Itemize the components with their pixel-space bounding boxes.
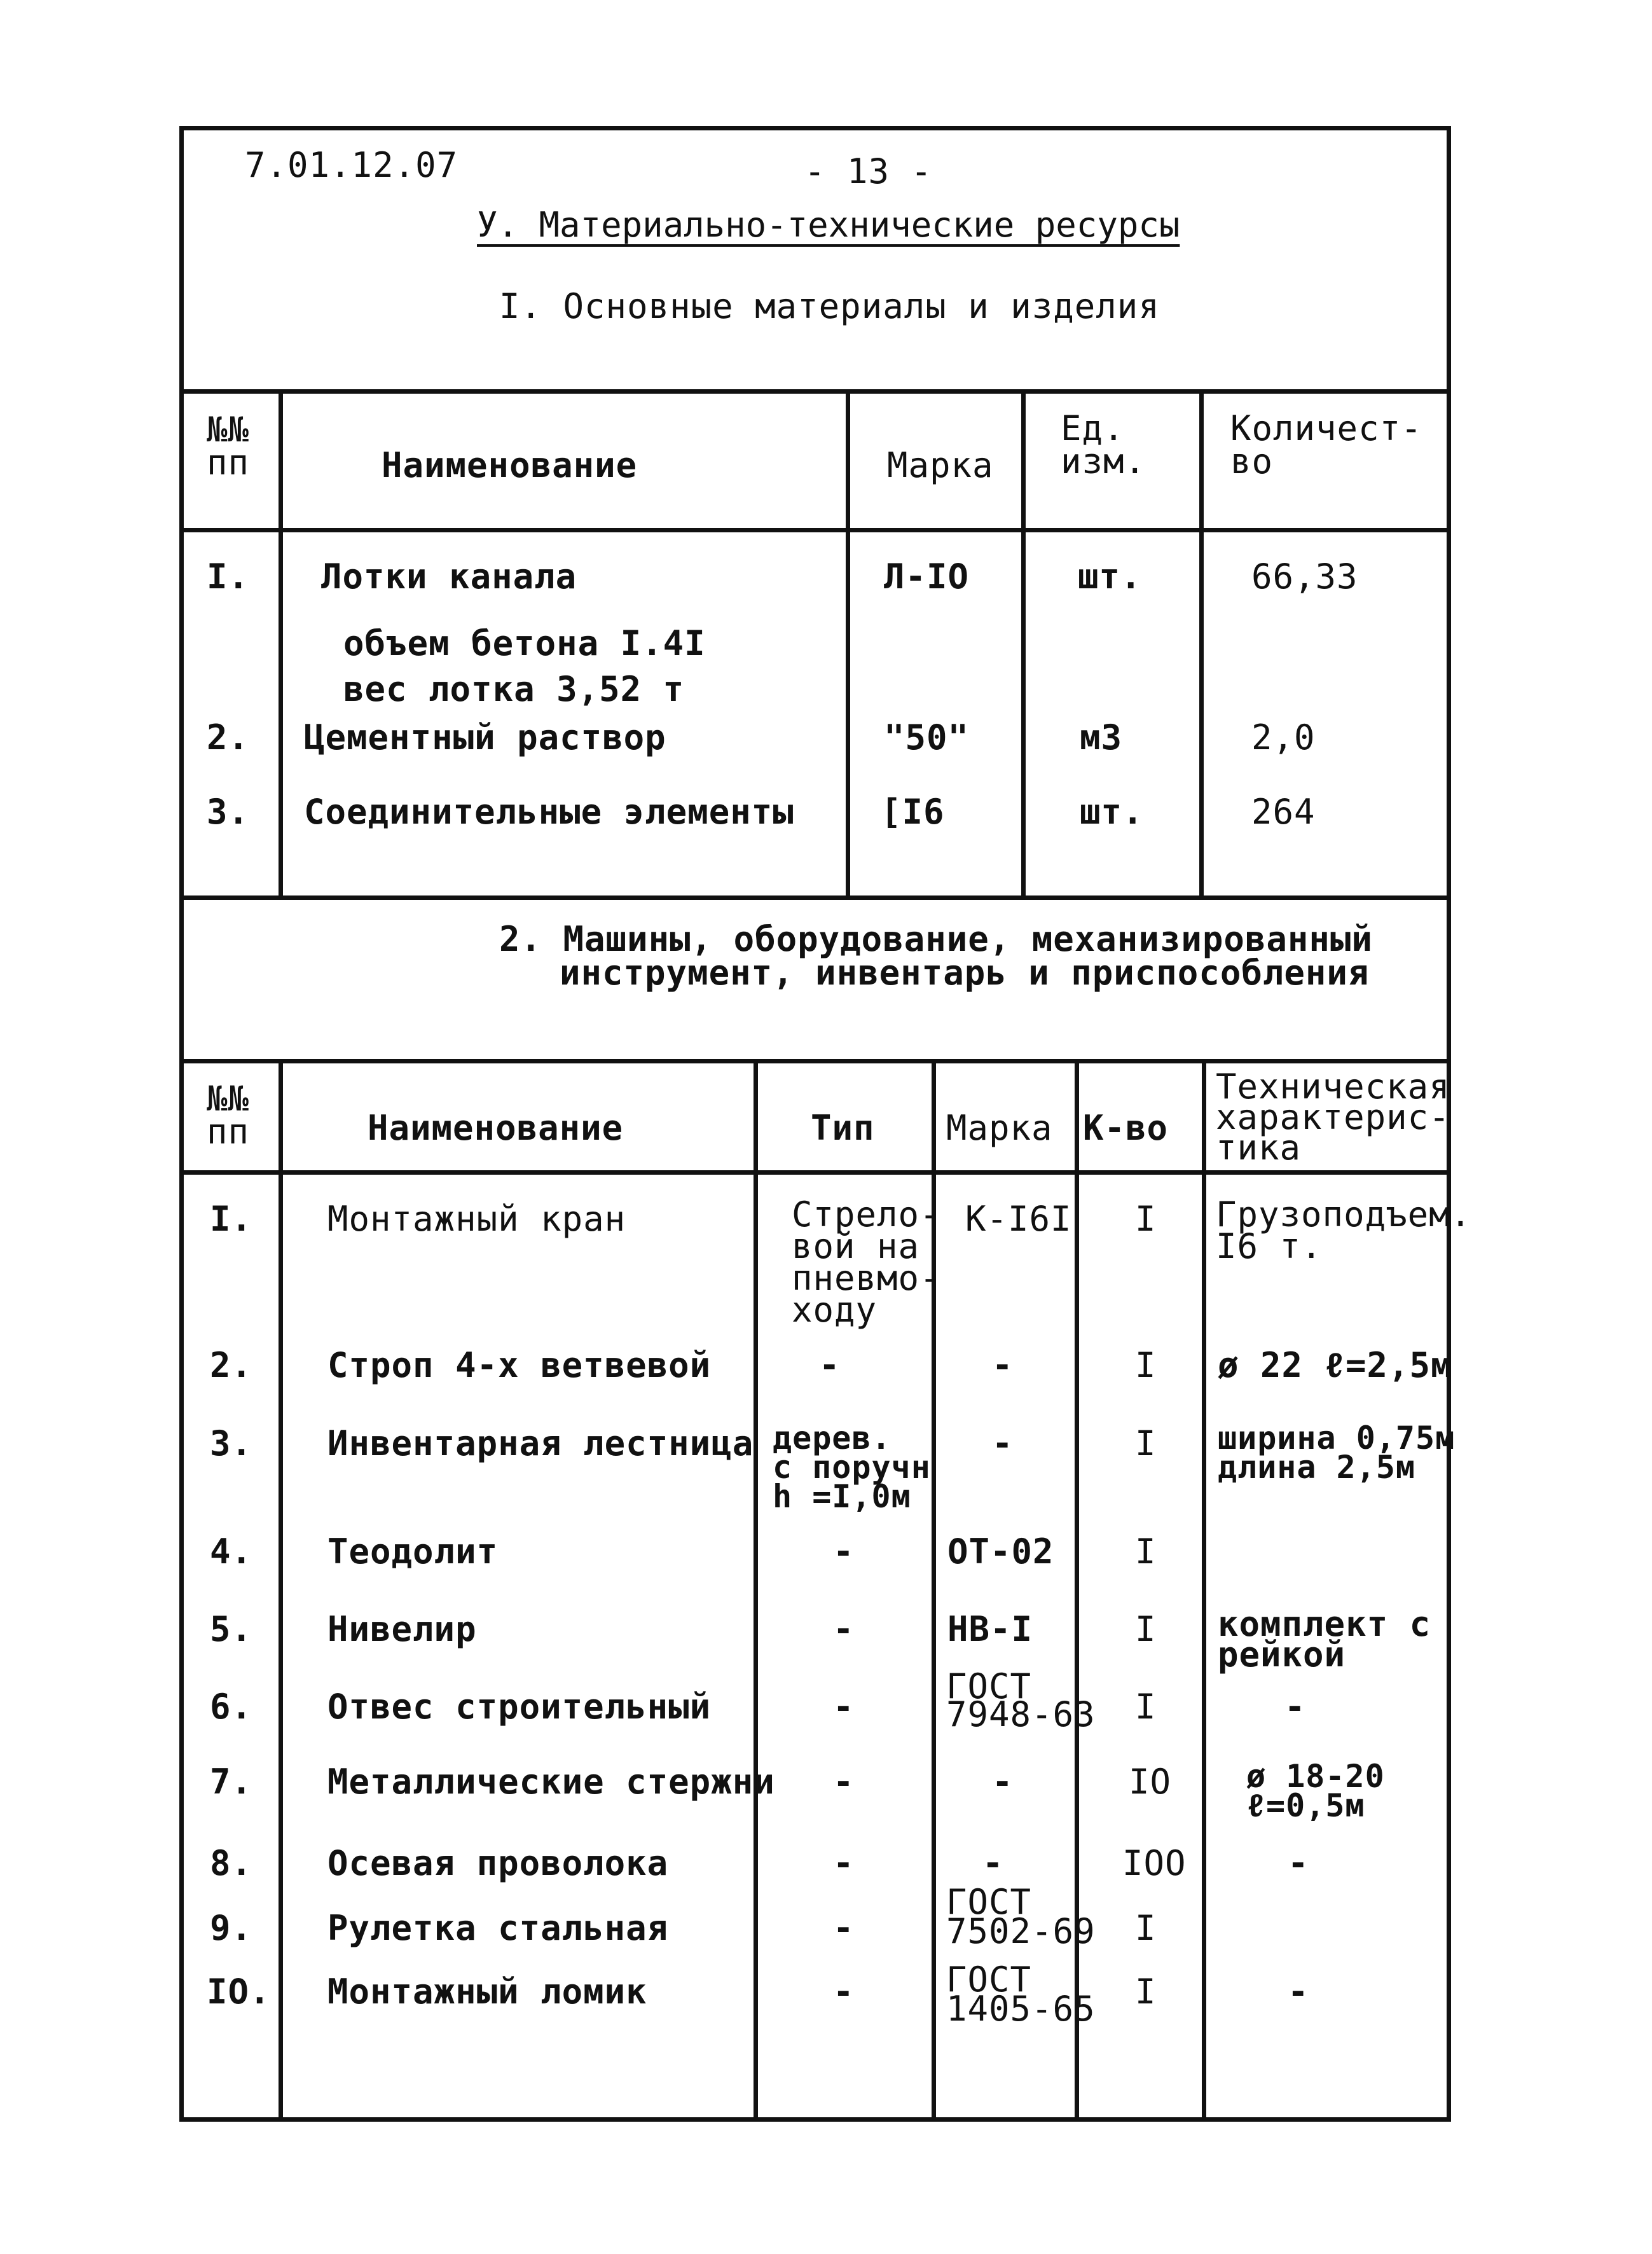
table2-row-qty: I — [1135, 1908, 1157, 1948]
table1-header-num: №№ пп — [207, 410, 250, 483]
table2-row-mark: - — [992, 1762, 1014, 1802]
table2-row-qty: I — [1135, 1531, 1157, 1572]
table2-row-mark: - — [992, 1423, 1014, 1463]
table2-row-name: Нивелир — [327, 1609, 477, 1649]
table2-row-type: - — [833, 1609, 855, 1649]
table2-row-name: Монтажный кран — [327, 1199, 626, 1239]
table2-row-num: IO. — [207, 1972, 271, 2012]
table2-row-type: - — [833, 1972, 855, 2012]
table2-row-qty: I — [1135, 1345, 1157, 1385]
table2-header-qty: К-во — [1083, 1108, 1169, 1148]
table1-header-name: Наименование — [382, 445, 638, 485]
table2-row-tech: - — [1288, 1843, 1309, 1883]
table2-row-name: Рулетка стальная — [327, 1908, 669, 1948]
table1-header-unit: Ед. изм. — [1061, 408, 1146, 481]
table2-col-divider — [1202, 1059, 1206, 2118]
table2-row-num: 9. — [210, 1908, 253, 1948]
table2-row-name: Инвентарная лестница — [327, 1423, 754, 1463]
table2-header-type: Тип — [811, 1108, 875, 1148]
table2-row-name: Металлические стержни — [327, 1762, 775, 1802]
section-title: У. Материально-технические ресурсы — [477, 205, 1180, 245]
table2-row-type: - — [833, 1687, 855, 1727]
table1-header-mark: Марка — [887, 445, 994, 485]
table1-col-divider — [846, 389, 850, 898]
table2-row-name: Монтажный ломик — [327, 1972, 647, 2012]
table1-row-qty: 66,33 — [1251, 557, 1358, 597]
table2-row-num: 8. — [210, 1843, 253, 1883]
table1-row-qty: 264 — [1251, 792, 1316, 832]
subsection-title-2-line1: 2. Машины, оборудование, механизированный — [499, 919, 1373, 959]
table1-row-qty: 2,0 — [1251, 717, 1316, 757]
table1-row-note: объем бетона I.4I — [343, 623, 706, 663]
table2-row-mark: - — [992, 1345, 1014, 1385]
table1-bottom-border — [179, 895, 1451, 900]
table2-row-qty: IO — [1129, 1762, 1172, 1802]
table2-row-tech: комплект с рейкой — [1218, 1604, 1431, 1675]
table1-top-border — [179, 389, 1451, 394]
table2-col-divider — [754, 1059, 758, 2118]
table1-col-divider — [1021, 389, 1026, 898]
table1-row-num: I. — [207, 557, 250, 597]
table2-row-type: - — [833, 1762, 855, 1802]
table2-row-qty: I — [1135, 1199, 1157, 1239]
table2-row-name: Осевая проволока — [327, 1843, 669, 1883]
table1-col-divider — [279, 389, 283, 898]
table2-row-qty: I — [1135, 1609, 1157, 1649]
table2-row-qty: I — [1135, 1423, 1157, 1463]
table1-row-unit: шт. — [1078, 557, 1142, 597]
table2-top-border — [179, 1059, 1451, 1063]
table1-row-unit: м3 — [1080, 717, 1123, 757]
table1-row-note: вес лотка 3,52 т — [343, 669, 685, 709]
table2-row-name: Теодолит — [327, 1531, 499, 1572]
table2-row-mark: НВ-I — [947, 1609, 1033, 1649]
table2-row-mark: ГОСТ 1405-65 — [946, 1960, 1096, 2029]
table2-header-separator — [179, 1170, 1451, 1175]
table2-row-tech: - — [1284, 1687, 1306, 1727]
table2-header-mark: Марка — [946, 1108, 1053, 1148]
table1-row-name: Лотки канала — [321, 557, 577, 597]
subsection-title-2-line2: инструмент, инвентарь и приспособления — [560, 953, 1370, 993]
table2-row-num: 5. — [210, 1609, 253, 1649]
table2-header-tech: Техническая характерис- тика — [1216, 1067, 1450, 1168]
table2-row-type: Стрело- вой на пневмо- ходу — [792, 1194, 941, 1330]
table2-row-type: - — [833, 1908, 855, 1948]
table2-header-name: Наименование — [368, 1108, 624, 1148]
table2-row-mark: ГОСТ 7502-69 — [946, 1882, 1096, 1951]
table2-row-num: 7. — [210, 1762, 253, 1802]
table1-header-qty: Количест- во — [1230, 408, 1422, 481]
table2-row-qty: I — [1135, 1972, 1157, 2012]
table2-row-qty: I — [1135, 1687, 1157, 1727]
table2-row-mark: - — [982, 1843, 1004, 1883]
table1-header-separator — [179, 528, 1451, 532]
table2-row-name: Отвес строительный — [327, 1687, 712, 1727]
table2-row-tech: ширина 0,75м длина 2,5м — [1218, 1420, 1456, 1486]
table2-row-type: - — [833, 1843, 855, 1883]
table2-row-mark: К-I6I — [965, 1199, 1072, 1239]
page-number: - 13 - — [804, 151, 933, 191]
table2-row-tech: ø 18-20 ℓ=0,5м — [1246, 1758, 1385, 1824]
table2-col-divider — [279, 1059, 283, 2118]
table2-row-tech: Грузоподъем. I6 т. — [1216, 1194, 1472, 1266]
table2-row-num: 2. — [210, 1345, 253, 1385]
table1-row-num: 3. — [207, 792, 250, 832]
table1-row-num: 2. — [207, 717, 250, 757]
table1-row-mark: "50" — [884, 717, 970, 757]
table2-row-type: дерев. с поручн h =I,0м — [773, 1420, 931, 1515]
table2-row-num: 3. — [210, 1423, 253, 1463]
table2-row-tech: - — [1288, 1972, 1309, 2012]
table2-row-num: 4. — [210, 1531, 253, 1572]
table1-col-divider — [1199, 389, 1204, 898]
table2-row-mark: ОТ-02 — [947, 1531, 1054, 1572]
table1-row-mark: [I6 — [881, 792, 945, 832]
table2-row-type: - — [833, 1531, 855, 1572]
table1-row-mark: Л-IO — [884, 557, 970, 597]
table2-row-tech: ø 22 ℓ=2,5м — [1218, 1345, 1452, 1385]
subsection-title-1: I. Основные материалы и изделия — [499, 286, 1160, 326]
table2-row-type: - — [819, 1345, 841, 1385]
document-code: 7.01.12.07 — [245, 145, 458, 185]
table2-row-num: 6. — [210, 1687, 253, 1727]
table2-row-name: Строп 4-х ветвевой — [327, 1345, 712, 1385]
table2-row-qty: IOO — [1122, 1843, 1187, 1883]
table2-header-num: №№ пп — [207, 1079, 250, 1152]
table1-row-name: Цементный раствор — [304, 717, 666, 757]
table1-row-name: Соединительные элементы — [304, 792, 794, 832]
table2-col-divider — [1075, 1059, 1079, 2118]
table2-row-num: I. — [210, 1199, 253, 1239]
table1-row-unit: шт. — [1080, 792, 1144, 832]
table2-row-mark: ГОСТ 7948-63 — [946, 1666, 1096, 1734]
